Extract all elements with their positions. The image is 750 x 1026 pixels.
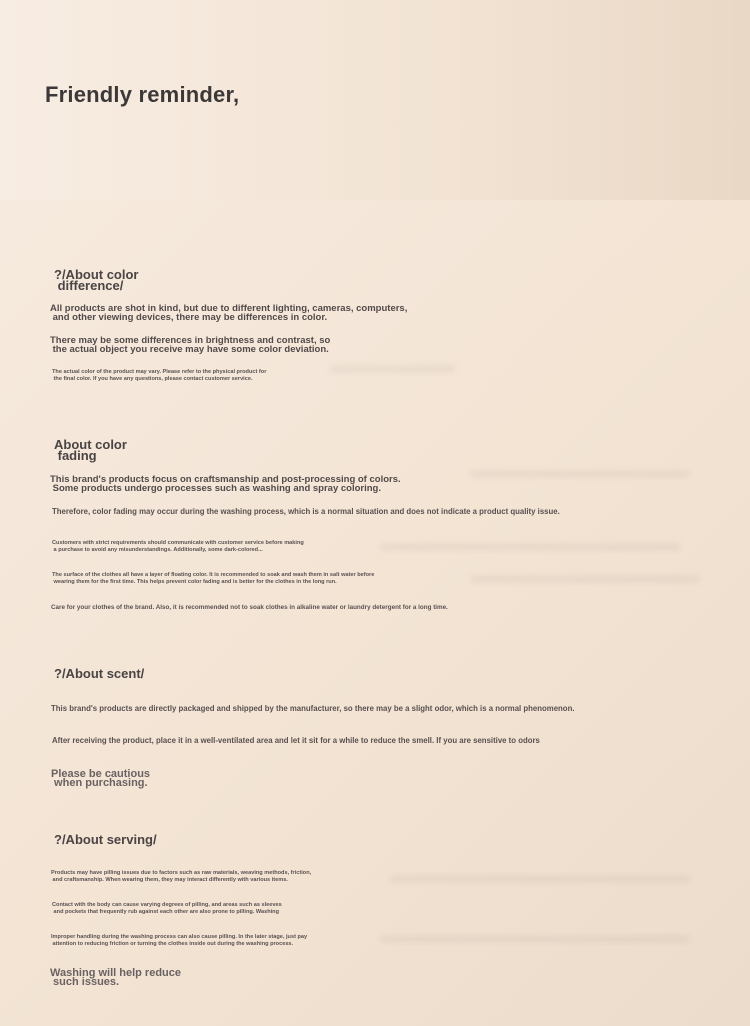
blurred-text-decoration: [390, 876, 690, 882]
section-text: Care for your clothes of the brand. Also, it is recommended not to soak clothes in alkaline water or laundry detergent for a long time.: [51, 604, 448, 611]
blurred-text-decoration: [470, 471, 690, 477]
caution-text: Please be cautious when purchasing.: [51, 768, 151, 789]
section-heading: About color fading: [54, 437, 127, 463]
closing-text: Washing will help reduce such issues.: [50, 967, 182, 988]
blurred-text-decoration: [330, 366, 455, 372]
section-text: This brand's products are directly packaged and shipped by the manufacturer, so there may be a slight odor, which is a normal phenomenon.: [51, 704, 575, 713]
section-note: The actual color of the product may vary. Please refer to the physical product for the final color. If you have any questions, please contact customer service.: [52, 369, 267, 382]
blurred-text-decoration: [380, 544, 680, 550]
section-note: Improper handling during the washing process can also cause pilling. In the later stage, just pay attention to reducing friction or turning the clothes inside out during the washing process.: [51, 934, 308, 947]
section-heading: ?/About serving/: [54, 832, 157, 847]
section-note: Products may have pilling issues due to factors such as raw materials, weaving methods, friction, and craftsmanship. When wearing them, they may interact differently with various items.: [51, 870, 312, 883]
section-text: There may be some differences in brightness and contrast, so the actual object you receive may have some color deviation.: [50, 335, 331, 355]
blurred-text-decoration: [470, 576, 700, 582]
section-text: Therefore, color fading may occur during the washing process, which is a normal situation and does not indicate a product quality issue.: [52, 507, 560, 516]
section-text: All products are shot in kind, but due to different lighting, cameras, computers, and other viewing devices, there may be differences in color.: [50, 303, 408, 323]
section-text: This brand's products focus on craftsmanship and post-processing of colors. Some products undergo processes such as washing and spray coloring.: [50, 474, 401, 494]
section-text: After receiving the product, place it in a well-ventilated area and let it sit for a while to reduce the smell. If you are sensitive to odors: [52, 736, 540, 745]
section-heading: ?/About color difference/: [54, 267, 139, 293]
section-note: The surface of the clothes all have a layer of floating color. It is recommended to soak and wash them in salt water before wearing them for the first time. This helps prevent color fading and is better for the clothes in the long run.: [52, 572, 375, 585]
section-note: Customers with strict requirements should communicate with customer service before making a purchase to avoid any misunderstandings. Additionally, some dark-colored...: [52, 540, 304, 553]
section-note: Contact with the body can cause varying degrees of pilling, and areas such as sleeves and pockets that frequently rub against each other are also prone to pilling. Washing: [52, 902, 282, 915]
blurred-text-decoration: [380, 936, 690, 942]
section-heading: ?/About scent/: [54, 666, 145, 681]
page-title: Friendly reminder,: [45, 82, 240, 107]
